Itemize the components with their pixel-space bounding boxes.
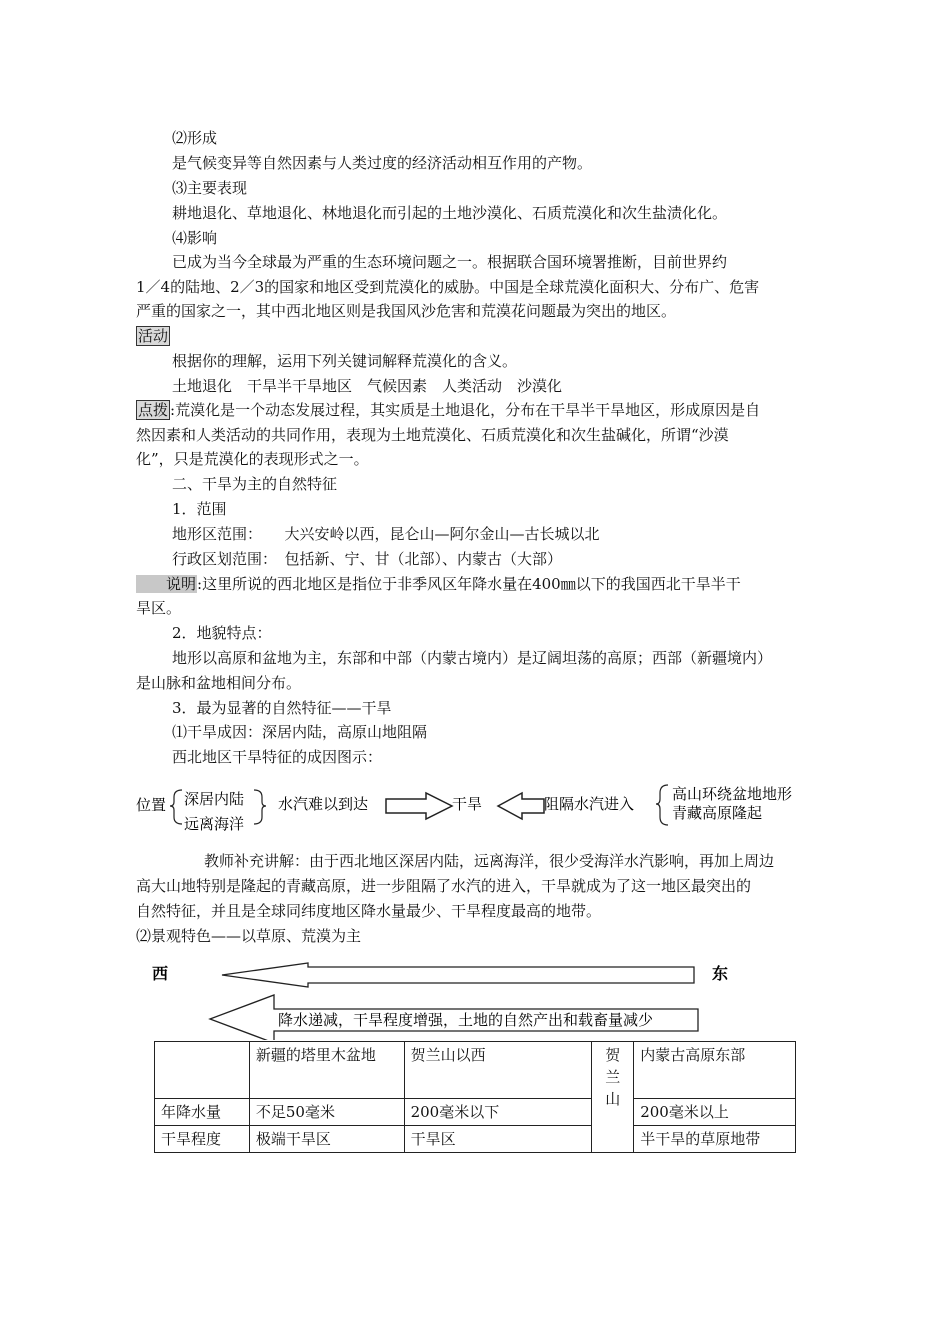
header-empty-cell xyxy=(155,1042,250,1099)
admin-scope: 行政区划范围： 包括新、宁、甘（北部）、内蒙古（大部） xyxy=(172,550,563,568)
activity-label: 活动 xyxy=(138,327,169,345)
header-tarim: 新疆的塔里木盆地 xyxy=(249,1042,404,1099)
drought-label: 干旱 xyxy=(452,795,483,813)
note-text-2: 旱区。 xyxy=(136,599,182,617)
teacher-text-1: 教师补充讲解：由于西北地区深居内陆，远离海洋，很少受海洋水汽影响，再加上周边 xyxy=(204,852,775,870)
plateau-uplift-label: 青藏高原隆起 xyxy=(672,804,763,822)
cell-helan-west-aridity: 干旱区 xyxy=(404,1126,592,1153)
drought-cause: ⑴干旱成因：深居内陆，高原山地阻隔 xyxy=(172,723,428,741)
cause-diagram xyxy=(130,775,820,835)
header-helan-west: 贺兰山以西 xyxy=(404,1042,592,1099)
left-arrow xyxy=(498,793,544,819)
inland-label: 深居内陆 xyxy=(184,790,245,808)
impact-text-1: 已成为当今全球最为严重的生态环境问题之一。根据联合国环境署推断，目前世界约 xyxy=(172,253,728,271)
hint-label: 点拨 xyxy=(138,401,169,419)
landform-text-2: 是山脉和盆地相间分布。 xyxy=(136,674,302,692)
hint-line-1: 点拨 :荒漠化是一个动态发展过程，其实质是土地退化，分布在干旱半干旱地区，形成原因是自 xyxy=(138,401,761,419)
blocked-label: 阻隔水汽进入 xyxy=(544,795,635,813)
section2-title: 二、干旱为主的自然特征 xyxy=(172,475,338,493)
table-row xyxy=(155,1126,796,1153)
scope-heading: 1．范围 xyxy=(172,500,227,518)
table-row xyxy=(155,1099,796,1126)
activity-text: 根据你的理解，运用下列关键词解释荒漠化的含义。 xyxy=(172,352,518,370)
hint-text-2: 然因素和人类活动的共同作用，表现为土地荒漠化、石质荒漠化和次生盐碱化，所谓“沙漠 xyxy=(136,426,729,444)
cell-tarim-aridity: 极端干旱区 xyxy=(249,1126,404,1153)
outer-brace xyxy=(656,785,668,825)
far-sea-label: 远离海洋 xyxy=(184,815,245,833)
trend-text: 降水递减，干旱程度增强，土地的自然产出和载畜量减少 xyxy=(278,1011,654,1029)
diagram-caption: 西北地区干旱特征的成因图示： xyxy=(172,748,383,766)
feature-heading: 3．最为显著的自然特征——干旱 xyxy=(172,699,392,717)
east-label: 东 xyxy=(712,964,729,983)
row-label-precipitation: 年降水量 xyxy=(155,1099,250,1126)
west-east-diagram xyxy=(140,955,760,1040)
manifest-heading: ⑶主要表现 xyxy=(172,179,248,197)
teacher-text-2: 高大山地特别是隆起的青藏高原，进一步阻隔了水汽的进入，干旱就成为了这一地区最突出的 xyxy=(136,877,752,895)
right-brace xyxy=(254,790,266,824)
note-label: 说明 xyxy=(136,575,197,593)
impact-text-2: 1／4的陆地、2／3的国家和地区受到荒漠化的威胁。中国是全球荒漠化面积大、分布广、危害 xyxy=(136,278,760,296)
teacher-text-3: 自然特征，并且是全球同纬度地区降水量最少、干旱程度最高的地带。 xyxy=(136,902,602,920)
manifest-text: 耕地退化、草地退化、林地退化而引起的土地沙漠化、石质荒漠化和次生盐渍化化。 xyxy=(172,204,728,222)
left-brace xyxy=(170,790,182,824)
cell-helan-west-precipitation: 200毫米以下 xyxy=(404,1099,592,1126)
position-label: 位置 xyxy=(136,796,167,814)
west-label: 西 xyxy=(152,964,169,983)
landform-heading: 2．地貌特点： xyxy=(172,624,272,642)
hint-text-3: 化”，只是荒漠化的表现形式之一。 xyxy=(136,450,369,468)
header-inner-mongolia: 内蒙古高原东部 xyxy=(634,1042,796,1099)
comparison-table xyxy=(154,1041,796,1153)
right-arrow xyxy=(386,793,452,819)
top-long-arrow xyxy=(222,963,694,987)
helan-mountain-divider: 贺 兰 山 xyxy=(592,1042,634,1153)
terrain-scope: 地形区范围： 大兴安岭以西，昆仑山—阿尔金山—古长城以北 xyxy=(172,525,600,543)
cell-inner-mongolia-precipitation: 200毫米以上 xyxy=(634,1099,796,1126)
keywords: 土地退化 干旱半干旱地区 气候因素 人类活动 沙漠化 xyxy=(172,377,563,395)
moisture-hard-label: 水汽难以到达 xyxy=(278,795,369,813)
mountain-basin-label: 高山环绕盆地地形 xyxy=(672,785,793,803)
cell-inner-mongolia-aridity: 半干旱的草原地带 xyxy=(634,1126,796,1153)
table-header-row xyxy=(155,1042,796,1099)
formation-text: 是气候变异等自然因素与人类过度的经济活动相互作用的产物。 xyxy=(172,154,593,172)
landscape-heading: ⑵景观特色——以草原、荒漠为主 xyxy=(136,927,362,945)
impact-heading: ⑷影响 xyxy=(172,229,218,247)
landform-text-1: 地形以高原和盆地为主，东部和中部（内蒙古境内）是辽阔坦荡的高原；西部（新疆境内） xyxy=(172,649,773,667)
note-line-1: 说明:这里所说的西北地区是指位于非季风区年降水量在400㎜以下的我国西北干旱半干 xyxy=(136,573,741,595)
impact-text-3: 严重的国家之一，其中西北地区则是我国风沙危害和荒漠花问题最为突出的地区。 xyxy=(136,302,677,320)
row-label-aridity: 干旱程度 xyxy=(155,1126,250,1153)
cell-tarim-precipitation: 不足50毫米 xyxy=(249,1099,404,1126)
formation-heading: ⑵形成 xyxy=(172,129,218,147)
